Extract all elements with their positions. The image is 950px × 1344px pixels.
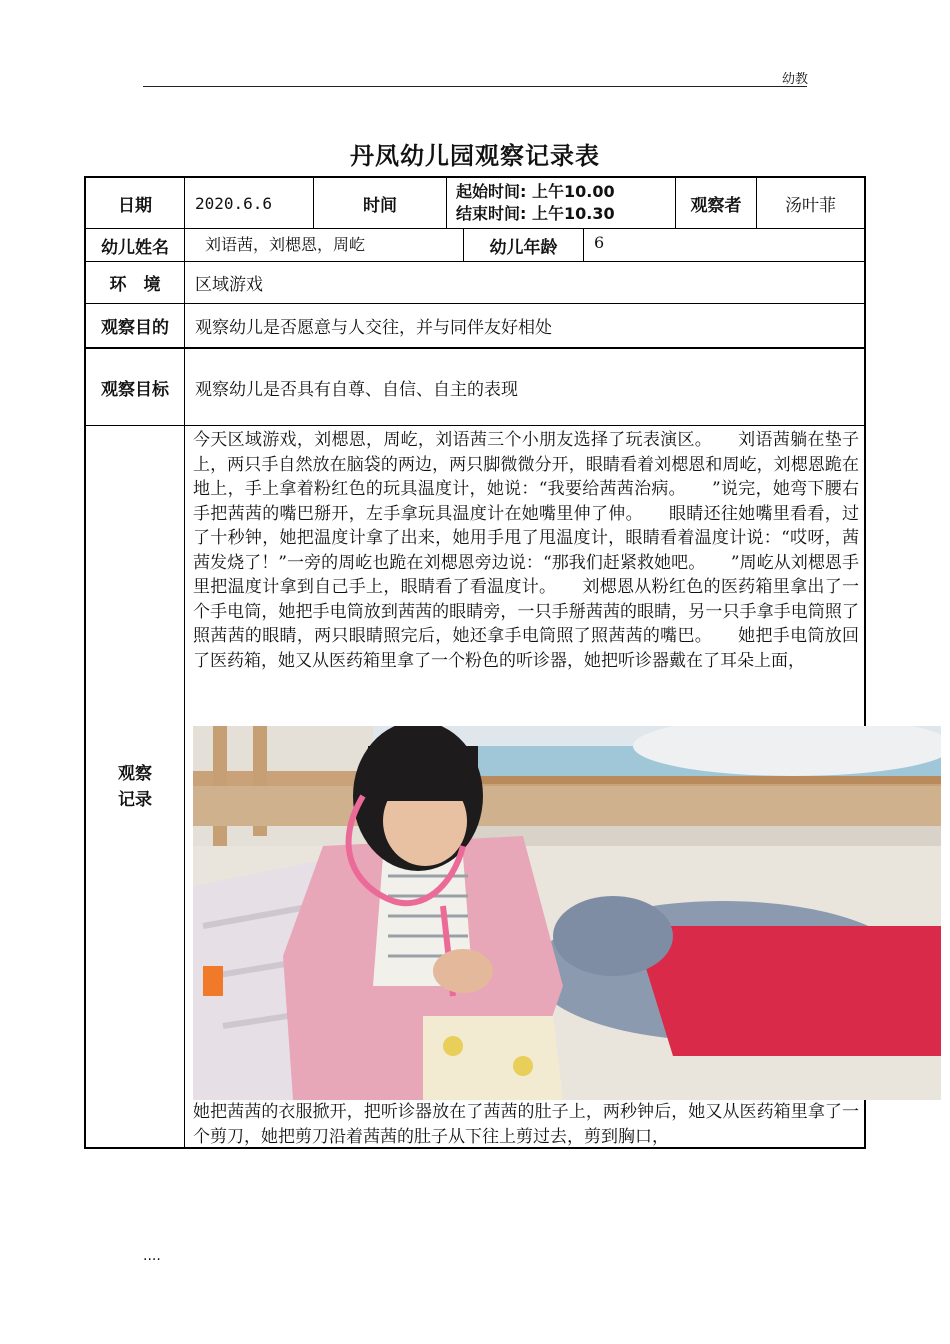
observation-photo — [193, 726, 941, 1100]
environment-value: 区域游戏 — [195, 275, 263, 295]
page-title: 丹凤幼儿园观察记录表 — [350, 142, 600, 170]
child-age-label: 幼儿年龄 — [489, 237, 558, 258]
environment-label: 环 境 — [109, 275, 161, 295]
record-label — [86, 426, 184, 1147]
header-label: 幼教 — [781, 72, 808, 87]
table-col-rule — [446, 176, 447, 229]
record-text-continued: 她把茜茜的衣服掀开，把听诊器放在了茜茜的肚子上，两秒钟后，她又从医药箱里拿了一个剪刀，她把剪刀沿着茜茜的肚子从下往上剪过去，剪到胸口， — [193, 1102, 859, 1147]
table-rule — [84, 425, 866, 426]
observer-value: 汤叶菲 — [785, 195, 836, 216]
time-label: 时间 — [363, 195, 397, 216]
date-value: 2020.6.6 — [195, 193, 273, 213]
footer-dots: .... — [143, 1248, 161, 1264]
start-time: 起始时间: 上午10.00 — [456, 182, 615, 201]
end-time: 结束时间: 上午10.30 — [456, 204, 615, 223]
purpose-value: 观察幼儿是否愿意与人交往，并与同伴友好相处 — [195, 318, 552, 338]
date-label: 日期 — [118, 195, 152, 216]
goal-label: 观察目标 — [101, 379, 169, 400]
child-name-value: 刘语茜，刘楒恩，周屹 — [205, 234, 366, 254]
record-label-line1: 观察 — [118, 763, 152, 784]
time-range — [456, 178, 675, 228]
observer-label: 观察者 — [690, 195, 742, 216]
purpose-label: 观察目的 — [101, 318, 169, 338]
child-name-label: 幼儿姓名 — [101, 237, 169, 258]
record-text: 今天区域游戏，刘楒恩，周屹，刘语茜三个小朋友选择了玩表演区。 刘语茜躺在垫子上，两只手自然放在脑袋的两边，两只脚微微分开，眼睛看着刘楒恩和周屹，刘楒恩跪在地上，手上拿着粉红色的玩具温度计，她说：“我要给茜茜治病。 ”说完，她弯下腰右手把茜茜的嘴巴掰开，左手拿玩具温度计在她嘴里伸了伸。 眼睛还往她嘴里看看，过了十秒钟，她把温度计拿了出来，她用手甩了甩温度计，眼睛看着温度计说：“哎呀，茜茜发烧了！”一旁的周屹也跪在刘楒恩旁边说：“那我们赶紧救她吧。 ”周屹从刘楒恩手里把温度计拿到自己手上，眼睛看了看温度计。 刘楒恩从粉红色的医药箱里拿出了一个手电筒，她把手电筒放到茜茜的眼睛旁，一只手掰茜茜的眼睛，另一只手拿手电筒照了照茜茜的眼睛，两只眼睛照完后，她还拿手电筒照了照茜茜的嘴巴。 她把手电筒放回了医药箱，她又从医药箱里拿了一个粉色的听诊器，她把听诊器戴在了耳朵上面， — [193, 430, 859, 671]
goal-value: 观察幼儿是否具有自尊、自信、自主的表现 — [195, 379, 518, 400]
record-label-line2: 记录 — [118, 789, 152, 810]
child-age-value: 6 — [594, 232, 605, 252]
